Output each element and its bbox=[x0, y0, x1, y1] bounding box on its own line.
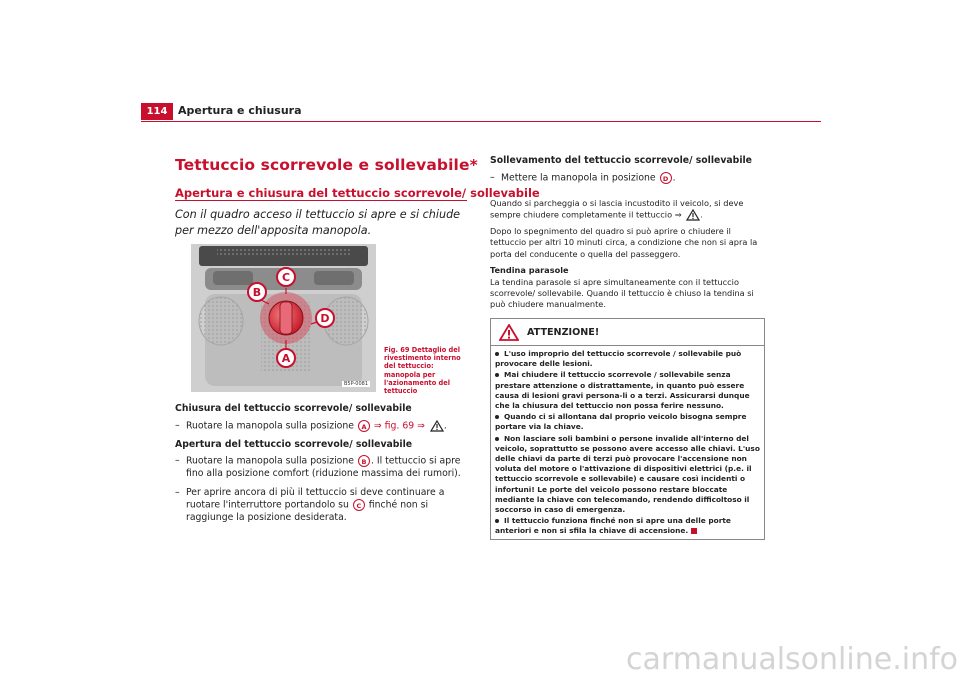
warning-list bbox=[491, 346, 764, 537]
bullet-icon bbox=[495, 437, 499, 441]
open-step-1-text-b: . Il tettuccio si apre fino alla posizione comfort (riduzione massima dei rumori). bbox=[186, 455, 461, 479]
timer-paragraph: Dopo lo spegnimento del quadro si può aprire o chiudere il tettuccio per altri 10 minuti circa, a condizione che non si apra la porta del conducente o quella del passeggero. bbox=[490, 225, 758, 259]
end-marker-icon bbox=[691, 528, 697, 534]
warning-item: Mai chiudere il tettuccio scorrevole / sollevabile senza prestare attenzione o distrattamente, in quanto può essere causa di lesioni gravi persona-li o a terzi. Assicurarsi dunque che la chiusura del tettuccio non possa ferire nessuno. bbox=[495, 370, 750, 411]
right-instructions bbox=[490, 155, 768, 311]
close-heading: Chiusura del tettuccio scorrevole/ sollevabile bbox=[175, 403, 412, 414]
header-divider bbox=[141, 121, 821, 122]
open-step-2-text-b: finché non si raggiunge la posizione desiderata. bbox=[186, 499, 429, 523]
sunshade-heading: Tendina parasole bbox=[490, 265, 569, 276]
lift-step: – Mettere la manopola in posizione D . bbox=[490, 172, 768, 185]
warning-item: Il tettuccio funziona finché non si apre una delle porte anteriori e non si sfila la chiave di accensione. bbox=[495, 516, 731, 536]
figure-label-a: A bbox=[281, 352, 291, 365]
key-b: B bbox=[358, 455, 370, 467]
parking-paragraph: Quando si parcheggia o si lascia incustodito il veicolo, si deve sempre chiudere completamente il tettuccio ⇒ . bbox=[490, 197, 744, 220]
bullet-icon bbox=[495, 352, 499, 356]
open-heading: Apertura del tettuccio scorrevole/ sollevabile bbox=[175, 438, 413, 450]
warning-item: L'uso improprio del tettuccio scorrevole / sollevabile può provocare delle lesioni. bbox=[495, 349, 742, 369]
figure-label-b: B bbox=[252, 286, 262, 299]
lift-heading: Sollevamento del tettuccio scorrevole/ sollevabile bbox=[490, 155, 752, 166]
fig-reference-link[interactable]: ⇒ fig. 69 ⇒ bbox=[373, 420, 425, 431]
subsection-title: Apertura e chiusura del tettuccio scorrevole/ sollevabile bbox=[175, 186, 540, 200]
close-step: – Ruotare la manopola sulla posizione A ⇒ fig. 69 ⇒ . bbox=[175, 420, 475, 433]
left-instructions bbox=[175, 403, 475, 525]
key-c: C bbox=[353, 499, 365, 511]
bullet-icon bbox=[495, 373, 499, 377]
figure-label-d: D bbox=[320, 312, 330, 325]
section-title: Apertura e chiusura bbox=[178, 104, 302, 117]
watermark bbox=[580, 636, 960, 678]
key-a: A bbox=[358, 420, 370, 432]
lift-step-text: Mettere la manopola in posizione bbox=[501, 172, 656, 183]
open-step-2-text-a: Per aprire ancora di più il tettuccio si deve continuare a ruotare l'interruttore portandolo su bbox=[186, 486, 445, 511]
warning-triangle-icon bbox=[499, 324, 519, 341]
warning-item: Non lasciare soli bambini o persone invalide all'interno del veicolo, soprattutto se possono avere accesso alle chiavi. L'uso delle chiavi da parte di terzi può provocare l'accensione non voluta del motore o l'attivazione di dispositivi elettrici (p.e. il tettuccio scorrevole e sollevabile) e causare così incidenti o infortuni! Le porte del veicolo possono restare bloccate mediante la chiave con telecomando, rendendo difficoltoso il soccorso in caso di emergenza. bbox=[495, 433, 760, 515]
figure-label-c: C bbox=[281, 271, 291, 284]
key-d: D bbox=[660, 172, 672, 184]
warning-header bbox=[491, 319, 764, 346]
bullet-icon bbox=[495, 415, 499, 419]
warning-item: Quando ci si allontana dal proprio veicolo bisogna sempre portare via la chiave. bbox=[495, 412, 747, 432]
figure-roof-control bbox=[191, 244, 376, 392]
bullet-icon bbox=[495, 519, 499, 523]
intro-text: Con il quadro acceso il tettuccio si apre e si chiude per mezzo dell'apposita manopola. bbox=[175, 208, 461, 237]
warning-icon[interactable] bbox=[686, 209, 700, 221]
parking-text: Quando si parcheggia o si lascia incustodito il veicolo, si deve sempre chiudere completamente il tettuccio ⇒ bbox=[490, 197, 744, 220]
page-number: 114 bbox=[141, 103, 173, 120]
warning-title: ATTENZIONE! bbox=[527, 326, 600, 338]
warning-icon[interactable] bbox=[430, 420, 444, 432]
figure-code: B5P-0081 bbox=[343, 381, 368, 387]
close-step-text: Ruotare la manopola sulla posizione bbox=[186, 420, 354, 431]
open-step-1-text-a: Ruotare la manopola sulla posizione bbox=[186, 455, 354, 467]
warning-box bbox=[490, 318, 765, 540]
page-title: Tettuccio scorrevole e sollevabile* bbox=[175, 156, 478, 174]
figure-caption: Fig. 69 Dettaglio del rivestimento interno del tettuccio: manopola per l'azionamento del tettuccio bbox=[384, 346, 461, 396]
watermark-text: carmanualsonline.info bbox=[626, 642, 958, 677]
open-step-1 bbox=[175, 455, 475, 481]
subsection-divider bbox=[175, 200, 467, 201]
sunshade-text: La tendina parasole si apre simultaneamente con il tettuccio scorrevole/ sollevabile. Quando il tettuccio è chiuso la tendina si può chiudere manualmente. bbox=[490, 276, 754, 310]
roof-panel-illustration bbox=[191, 244, 376, 392]
open-step-2 bbox=[175, 487, 475, 525]
